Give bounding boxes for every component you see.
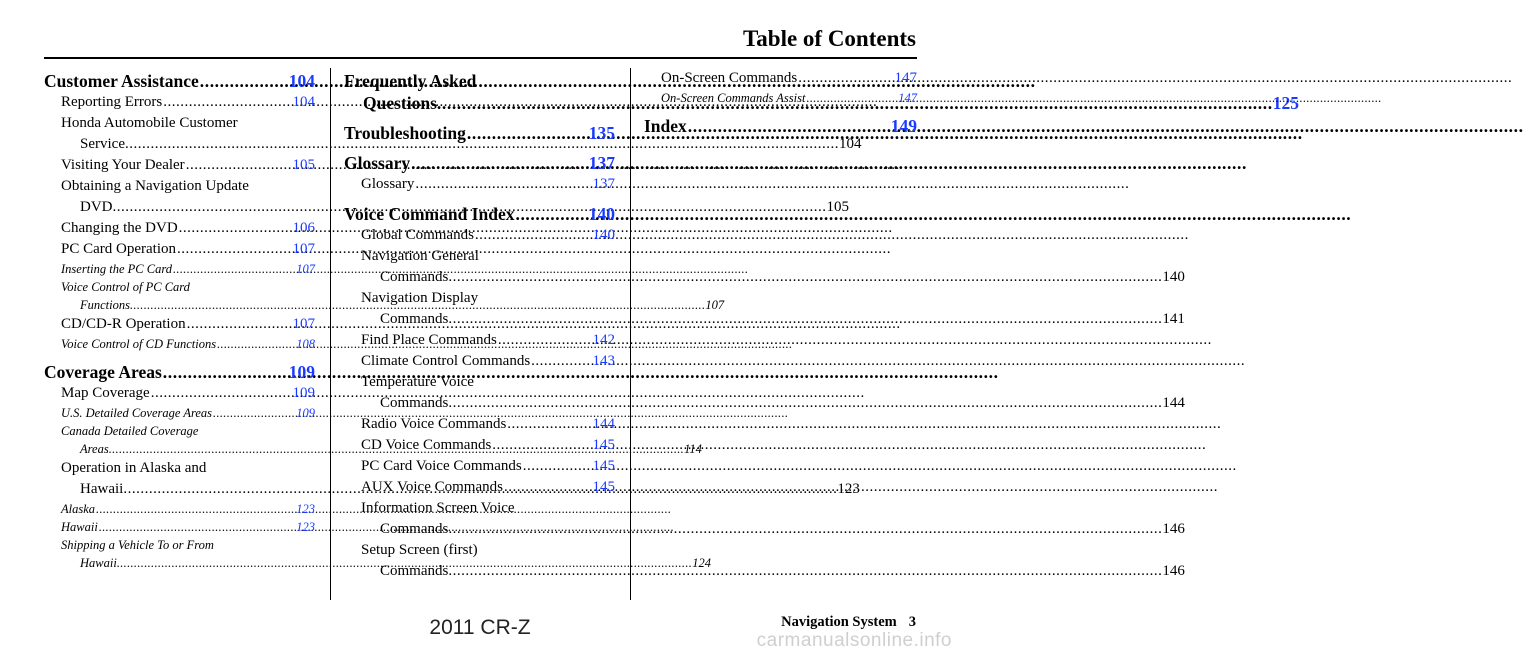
toc-entry-radio[interactable]: Radio Voice Commands ..... 144	[344, 414, 615, 435]
page-link[interactable]: 135	[588, 123, 615, 143]
toc-heading-coverage-areas[interactable]: Coverage Areas ..... 109	[44, 361, 315, 383]
toc-entry-info-screen[interactable]: Information Screen Voice Commands ..... 146	[344, 498, 615, 540]
toc-heading-customer-assistance[interactable]: Customer Assistance ..... 104	[44, 70, 315, 92]
page-link[interactable]: 146	[1162, 521, 1185, 537]
page-link[interactable]: 140	[588, 204, 615, 224]
toc-entry-aux-voice[interactable]: AUX Voice Commands ..... 145	[344, 477, 615, 498]
toc-entry-visiting-dealer[interactable]: Visiting Your Dealer ..... 105	[44, 155, 315, 176]
model-label: 2011 CR-Z	[429, 616, 531, 639]
page-link[interactable]: 145	[592, 479, 615, 495]
footer-section-title: Navigation System	[781, 614, 897, 630]
toc-entry-glossary[interactable]: Glossary ..... 137	[344, 174, 615, 195]
page-link[interactable]: 145	[592, 437, 615, 453]
title-rule	[44, 57, 917, 59]
toc-heading-troubleshooting[interactable]: Troubleshooting ..... 135	[344, 122, 615, 144]
page-link[interactable]: 106	[292, 220, 315, 236]
toc-entry-map-coverage[interactable]: Map Coverage ..... 109	[44, 383, 315, 404]
page-link[interactable]: 109	[296, 406, 315, 420]
toc-entry-reporting-errors[interactable]: Reporting Errors ..... 104	[44, 92, 315, 113]
toc-entry-cd-voice[interactable]: CD Voice Commands ..... 145	[344, 435, 615, 456]
page-link[interactable]: 114	[684, 442, 702, 456]
page-link[interactable]: 104	[838, 136, 862, 152]
page-link[interactable]: 146	[1162, 563, 1185, 579]
page-link[interactable]: 109	[292, 385, 315, 401]
toc-entry-nav-display[interactable]: Navigation Display Commands ..... 141	[344, 288, 615, 330]
toc-subentry-us-detailed[interactable]: U.S. Detailed Coverage Areas ..... 109	[44, 404, 315, 422]
page-link[interactable]: 108	[296, 337, 315, 351]
page-link[interactable]: 104	[288, 71, 315, 91]
page-link[interactable]: 109	[288, 362, 315, 382]
toc-heading-voice-command-index[interactable]: Voice Command Index ..... 140	[344, 203, 615, 225]
toc-entry-global-commands[interactable]: Global Commands ..... 140	[344, 225, 615, 246]
toc-entry-find-place[interactable]: Find Place Commands ..... 142	[344, 330, 615, 351]
page-link[interactable]: 147	[898, 91, 917, 105]
toc-entry-nav-general[interactable]: Navigation General Commands ..... 140	[344, 246, 615, 288]
page-link[interactable]: 107	[292, 241, 315, 257]
page-link[interactable]: 149	[890, 116, 917, 136]
toc-entry-pc-card-voice[interactable]: PC Card Voice Commands ..... 145	[344, 456, 615, 477]
page-link[interactable]: 107	[296, 262, 315, 276]
toc-entry-setup-screen[interactable]: Setup Screen (first) Commands ..... 146	[344, 540, 615, 582]
page-title: Table of Contents	[743, 26, 916, 51]
toc-entry-cd-operation[interactable]: CD/CD-R Operation ..... 107	[44, 314, 315, 335]
page-link[interactable]: 147	[894, 70, 917, 86]
page-link[interactable]: 142	[592, 332, 615, 348]
page-number: 3	[908, 614, 916, 630]
page-link[interactable]: 107	[292, 316, 315, 332]
page-link[interactable]: 123	[296, 520, 315, 534]
page-link[interactable]: 144	[592, 416, 615, 432]
page-link[interactable]: 105	[292, 157, 315, 173]
toc-entry-pc-card-operation[interactable]: PC Card Operation ..... 107	[44, 239, 315, 260]
page-link[interactable]: 144	[1162, 395, 1185, 411]
toc-heading-faq[interactable]: Frequently Asked Questions ..... 125	[344, 70, 615, 114]
toc-subentry-voice-control-cd[interactable]: Voice Control of CD Functions ..... 108	[44, 335, 315, 353]
toc-entry-obtaining-update[interactable]: Obtaining a Navigation Update DVD ..... 105	[44, 176, 315, 218]
page-link[interactable]: 105	[826, 199, 849, 215]
toc-subentry-voice-control-pc-card[interactable]: Voice Control of PC Card Functions ..... 107	[44, 278, 315, 314]
toc-entry-alaska-hawaii[interactable]: Operation in Alaska and Hawaii ..... 123	[44, 458, 315, 500]
page-link[interactable]: 123	[837, 481, 860, 497]
toc-subentry-shipping[interactable]: Shipping a Vehicle To or From Hawaii ..... 124	[44, 536, 315, 572]
toc-entry-climate[interactable]: Climate Control Commands ..... 143	[344, 351, 615, 372]
toc-subentry-inserting-pc-card[interactable]: Inserting the PC Card ..... 107	[44, 260, 315, 278]
page-link[interactable]: 107	[705, 298, 725, 312]
page-link[interactable]: 143	[592, 353, 615, 369]
toc-subentry-alaska[interactable]: Alaska ..... 123	[44, 500, 315, 518]
page-link[interactable]: 125	[1272, 93, 1299, 113]
watermark-text: carmanualsonline.info	[756, 630, 952, 651]
page-link[interactable]: 145	[592, 458, 615, 474]
toc-entry-honda-customer-service[interactable]: Honda Automobile Customer Service ..... 104	[44, 113, 315, 155]
page-link[interactable]: 141	[1162, 311, 1185, 327]
toc-subentry-canada-detailed[interactable]: Canada Detailed Coverage Areas ..... 114	[44, 422, 315, 458]
toc-subentry-onscreen-assist[interactable]: On-Screen Commands Assist ..... 147	[644, 89, 917, 107]
page-link[interactable]: 123	[296, 502, 315, 516]
toc-entry-onscreen[interactable]: On-Screen Commands ..... 147	[644, 68, 917, 89]
page-link[interactable]: 137	[588, 153, 615, 173]
page-link[interactable]: 140	[1162, 269, 1185, 285]
page-link[interactable]: 104	[292, 94, 315, 110]
page-link[interactable]: 137	[592, 176, 615, 192]
toc-entry-temperature[interactable]: Temperature Voice Commands ..... 144	[344, 372, 615, 414]
page-link[interactable]: 124	[692, 556, 711, 570]
toc-heading-glossary[interactable]: Glossary ..... 137	[344, 152, 615, 174]
page-link[interactable]: 140	[592, 227, 615, 243]
toc-heading-index[interactable]: Index ..... 149	[644, 115, 917, 137]
toc-subentry-hawaii[interactable]: Hawaii ..... 123	[44, 518, 315, 536]
toc-column-3	[644, 68, 917, 137]
toc-entry-changing-dvd[interactable]: Changing the DVD ..... 106	[44, 218, 315, 239]
